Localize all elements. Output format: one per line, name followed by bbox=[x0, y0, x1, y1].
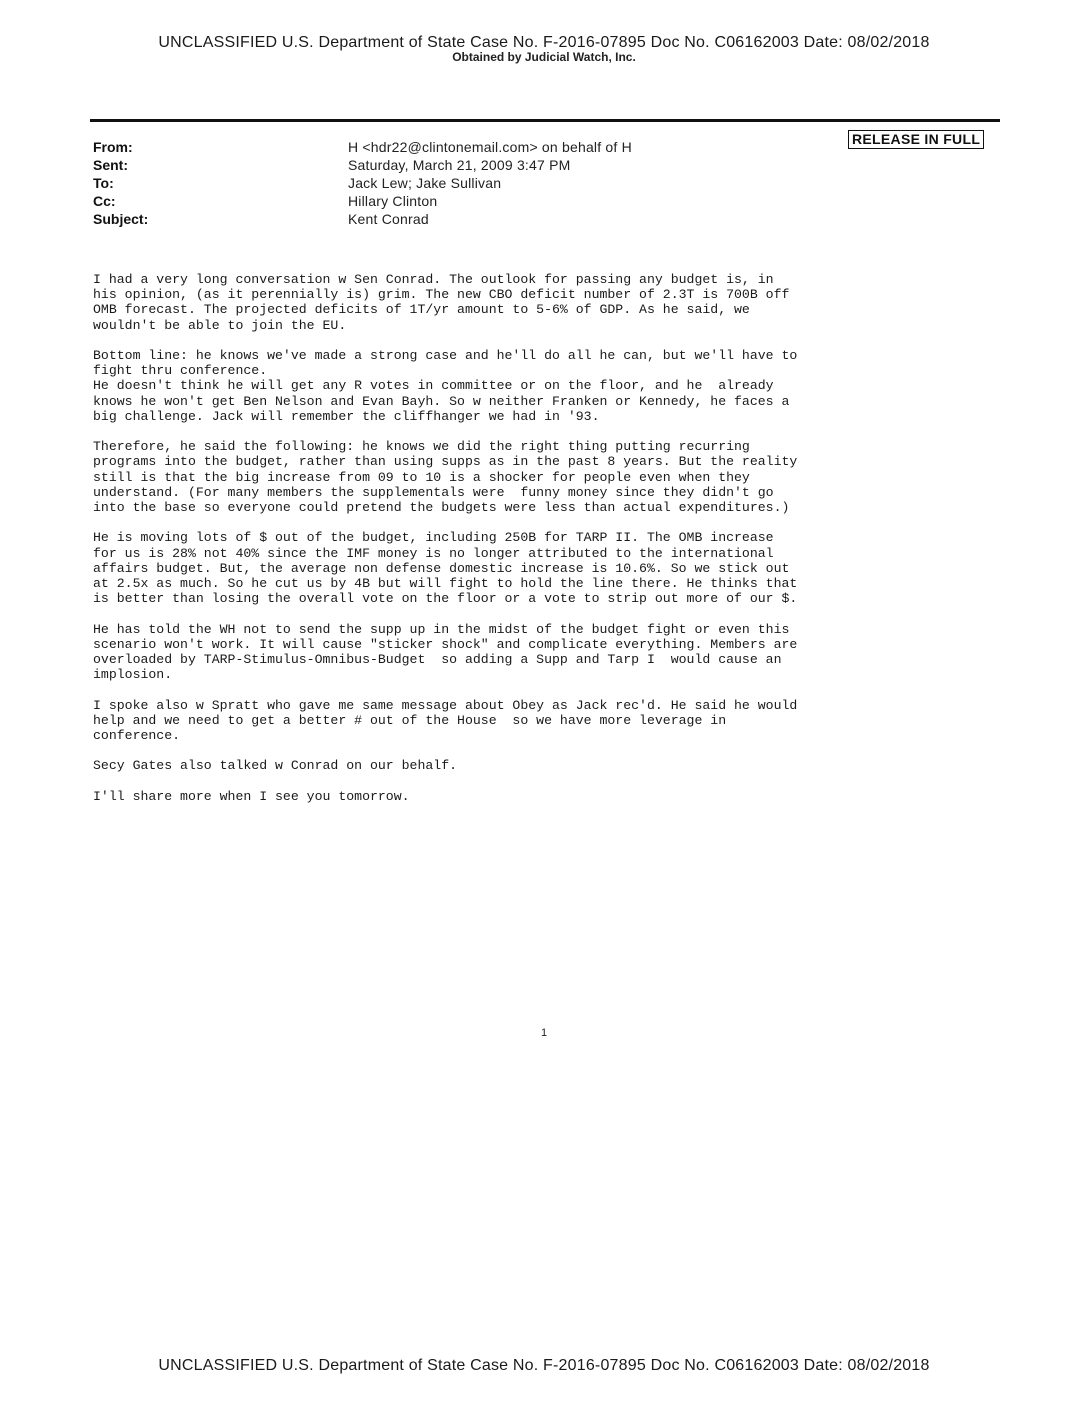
page-number: 1 bbox=[540, 1027, 548, 1039]
header-value: Kent Conrad bbox=[348, 211, 429, 227]
header-cc bbox=[93, 192, 793, 210]
header-label: To: bbox=[93, 175, 114, 191]
email-headers bbox=[93, 138, 793, 228]
header-rule bbox=[90, 119, 1000, 122]
header-value: Jack Lew; Jake Sullivan bbox=[348, 175, 502, 191]
body-paragraph: He is moving lots of $ out of the budget, including 250B for TARP II. The OMB increase for us is 28% not 40% since the IMF money is no longer attributed to the international affairs budget. But, the average non defense domestic increase is 10.6%. So we stick out at 2.5x as much. So he cut us by 4B but will fight to hold the line there. He thinks that is better than losing the overall vote on the floor or a vote to strip out more of our $. bbox=[93, 530, 798, 607]
header-subject bbox=[93, 210, 793, 228]
header-label: Sent: bbox=[93, 157, 128, 173]
body-paragraph: I'll share more when I see you tomorrow. bbox=[93, 788, 410, 804]
header-value: Saturday, March 21, 2009 3:47 PM bbox=[348, 157, 571, 173]
header-to bbox=[93, 174, 793, 192]
classification-banner-bottom: UNCLASSIFIED U.S. Department of State Case No. F-2016-07895 Doc No. C06162003 Date: 08/02/2018 bbox=[158, 1357, 930, 1374]
body-paragraph: He has told the WH not to send the supp up in the midst of the budget fight or even this scenario won't work. It will cause "sticker shock" and complicate everything. Members are overloaded by TARP-Stimulus-Omnibus-Budget so adding a Supp and Tarp I would cause an implosion. bbox=[93, 621, 798, 683]
header-from bbox=[93, 138, 793, 156]
obtained-by-line: Obtained by Judicial Watch, Inc. bbox=[452, 50, 636, 64]
header-value: Hillary Clinton bbox=[348, 193, 438, 209]
release-stamp: RELEASE IN FULL bbox=[848, 130, 984, 149]
body-paragraph: Therefore, he said the following: he knows we did the right thing putting recurring programs into the budget, rather than using supps as in the past 8 years. But the reality still is that the big increase from 09 to 10 is a shocker for people even when they understand. (For many members the supplementals were funny money since they didn't go into the base so everyone could pretend the budgets were less than actual expenditures.) bbox=[93, 439, 798, 516]
header-label: Subject: bbox=[93, 211, 149, 227]
body-paragraph: Secy Gates also talked w Conrad on our behalf. bbox=[93, 758, 458, 774]
email-body bbox=[93, 272, 993, 819]
header-label: From: bbox=[93, 139, 133, 155]
body-paragraph: I had a very long conversation w Sen Conrad. The outlook for passing any budget is, in his opinion, (as it perennially is) grim. The new CBO deficit number of 2.3T is 700B off OMB forecast. The projected deficits of 1T/yr amount to 5-6% of GDP. As he said, we wouldn't be able to join the EU. bbox=[93, 272, 790, 333]
body-paragraph: Bottom line: he knows we've made a strong case and he'll do all he can, but we'll have to fight thru conference. He doesn't think he will get any R votes in committee or on the floor, and he already knows he won't get Ben Nelson and Evan Bayh. So w neither Franken or Kennedy, he faces a big challenge. Jack will remember the cliffhanger we had in '93. bbox=[93, 348, 798, 424]
header-sent bbox=[93, 156, 793, 174]
header-value: H <hdr22@clintonemail.com> on behalf of H bbox=[348, 139, 632, 155]
header-label: Cc: bbox=[93, 193, 116, 209]
classification-banner-top: UNCLASSIFIED U.S. Department of State Case No. F-2016-07895 Doc No. C06162003 Date: 08/02/2018 bbox=[158, 34, 930, 51]
body-paragraph: I spoke also w Spratt who gave me same message about Obey as Jack rec'd. He said he would help and we need to get a better # out of the House so we have more leverage in conference. bbox=[93, 697, 798, 744]
